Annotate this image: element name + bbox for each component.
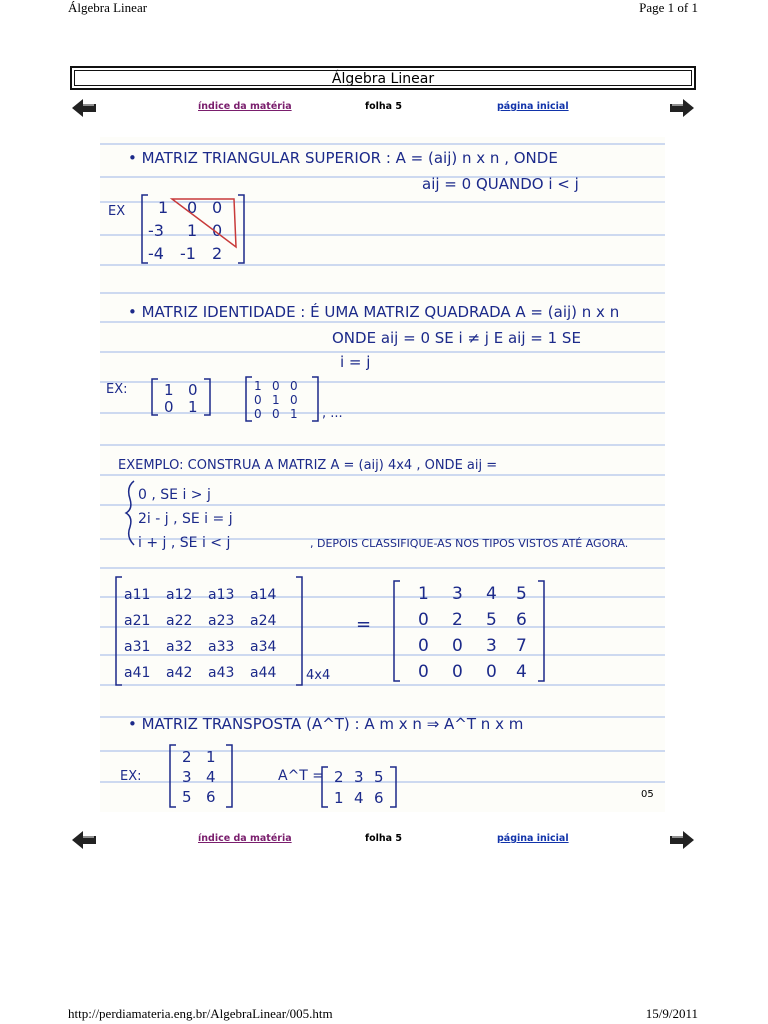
- svg-text:a31: a31: [124, 639, 151, 655]
- svg-text:6: 6: [516, 610, 527, 630]
- svg-text:0: 0: [290, 379, 298, 393]
- svg-text:0: 0: [486, 662, 497, 682]
- svg-text:2: 2: [182, 748, 192, 766]
- svg-text:3: 3: [182, 768, 192, 786]
- matrix-transpose-result: [322, 767, 396, 807]
- example-label-1: EX: [108, 204, 126, 219]
- section-transposta-title: • MATRIZ TRANSPOSTA (A^T) : A m x n ⇒ A^T n x m: [128, 715, 524, 733]
- case-1: 0 , SE i > j: [138, 487, 211, 503]
- svg-text:1: 1: [254, 379, 262, 393]
- svg-text:3: 3: [486, 636, 497, 656]
- matrix-transpose-source: [170, 745, 232, 807]
- handwritten-notes-image: [100, 137, 665, 812]
- case-2: 2i - j , SE i = j: [138, 511, 233, 527]
- svg-text:-3: -3: [148, 221, 164, 240]
- svg-text:4: 4: [516, 662, 527, 682]
- svg-text:4: 4: [206, 768, 216, 786]
- matrix-identity-2x2: [152, 379, 210, 416]
- svg-text:-4: -4: [148, 244, 164, 263]
- matrix-result-4x4: [394, 581, 544, 682]
- svg-text:1: 1: [188, 398, 198, 416]
- svg-text:5: 5: [182, 788, 192, 806]
- svg-text:a22: a22: [166, 613, 193, 629]
- svg-text:3: 3: [452, 584, 463, 604]
- svg-text:2: 2: [452, 610, 463, 630]
- notes-canvas: [100, 137, 665, 812]
- pagina-inicial-link[interactable]: página inicial: [497, 101, 569, 112]
- print-header-title: Álgebra Linear: [68, 0, 148, 15]
- matrix-generic-4x4: [116, 577, 302, 685]
- svg-text:0: 0: [254, 407, 262, 421]
- red-triangle-mark: [172, 199, 236, 247]
- svg-text:0: 0: [188, 381, 198, 399]
- svg-text:-1: -1: [180, 244, 196, 263]
- pagina-inicial-link[interactable]: página inicial: [497, 833, 569, 844]
- indice-link[interactable]: índice da matéria: [198, 101, 292, 112]
- example-label-3: EX:: [120, 769, 142, 784]
- print-footer-date: 15/9/2011: [645, 1006, 698, 1021]
- nav-bar-bottom: [70, 829, 696, 851]
- svg-text:6: 6: [374, 789, 384, 807]
- svg-text:0: 0: [418, 610, 429, 630]
- cases-brace: [126, 481, 134, 545]
- folha-label: folha 5: [365, 101, 403, 112]
- svg-text:0: 0: [272, 407, 280, 421]
- section-triangular-title: • MATRIZ TRIANGULAR SUPERIOR : A = (aij) n x n , ONDE: [128, 149, 558, 167]
- generic-size-label: 4x4: [306, 668, 331, 683]
- svg-text:0: 0: [212, 198, 223, 217]
- transpose-label: A^T =: [278, 768, 325, 784]
- back-arrow-icon[interactable]: [70, 97, 98, 119]
- svg-text:a13: a13: [208, 587, 235, 603]
- svg-text:a32: a32: [166, 639, 193, 655]
- svg-text:1: 1: [187, 221, 198, 240]
- document-title-box: [70, 66, 696, 90]
- matrix-triangular: [142, 195, 244, 263]
- print-header-page: Page 1 of 1: [639, 0, 698, 15]
- svg-text:a23: a23: [208, 613, 235, 629]
- case-3: i + j , SE i < j: [138, 535, 231, 551]
- svg-text:a41: a41: [124, 665, 151, 681]
- example-construction-title: EXEMPLO: CONSTRUA A MATRIZ A = (aij) 4x4 , ONDE aij =: [118, 458, 498, 473]
- svg-text:0: 0: [272, 379, 280, 393]
- print-footer-url: http://perdiamateria.eng.br/AlgebraLinear/005.htm: [68, 1006, 333, 1021]
- svg-text:a12: a12: [166, 587, 193, 603]
- svg-text:0: 0: [164, 398, 174, 416]
- section-triangular-condition: aij = 0 QUANDO i < j: [422, 175, 579, 193]
- svg-text:4: 4: [354, 789, 364, 807]
- svg-text:a42: a42: [166, 665, 193, 681]
- forward-arrow-icon[interactable]: [668, 829, 696, 851]
- svg-text:a14: a14: [250, 587, 277, 603]
- svg-text:0: 0: [418, 636, 429, 656]
- equals-sign: =: [356, 614, 372, 635]
- svg-text:1: 1: [272, 393, 280, 407]
- notes-page-number: 05: [641, 789, 654, 800]
- svg-text:0: 0: [452, 662, 463, 682]
- svg-text:0: 0: [452, 636, 463, 656]
- section-identidade-condition: ONDE aij = 0 SE i ≠ j E aij = 1 SE: [332, 329, 581, 347]
- section-identidade-condition-2: i = j: [340, 353, 371, 371]
- svg-text:0: 0: [254, 393, 262, 407]
- svg-text:1: 1: [334, 789, 344, 807]
- svg-text:a21: a21: [124, 613, 151, 629]
- svg-text:2: 2: [334, 768, 344, 786]
- svg-text:1: 1: [418, 584, 429, 604]
- document-title: Álgebra Linear: [331, 71, 435, 87]
- identity-ellipsis: , ...: [322, 406, 343, 421]
- svg-text:0: 0: [212, 221, 223, 240]
- svg-text:3: 3: [354, 768, 364, 786]
- svg-text:7: 7: [516, 636, 527, 656]
- indice-link[interactable]: índice da matéria: [198, 833, 292, 844]
- nav-bar-top: [70, 97, 696, 119]
- svg-text:0: 0: [290, 393, 298, 407]
- svg-text:a34: a34: [250, 639, 277, 655]
- section-identidade-title: • MATRIZ IDENTIDADE : É UMA MATRIZ QUADRADA A = (aij) n x n: [128, 303, 620, 321]
- svg-text:1: 1: [158, 198, 169, 217]
- svg-text:5: 5: [374, 768, 384, 786]
- example-construction-tail: , DEPOIS CLASSIFIQUE-AS NOS TIPOS VISTOS ATÉ AGORA.: [310, 537, 629, 550]
- svg-text:0: 0: [418, 662, 429, 682]
- svg-text:6: 6: [206, 788, 216, 806]
- forward-arrow-icon[interactable]: [668, 97, 696, 119]
- matrix-identity-3x3: [246, 377, 318, 421]
- svg-text:5: 5: [486, 610, 497, 630]
- svg-text:a24: a24: [250, 613, 277, 629]
- svg-text:4: 4: [486, 584, 497, 604]
- svg-text:1: 1: [164, 381, 174, 399]
- folha-label: folha 5: [365, 833, 403, 844]
- svg-text:1: 1: [206, 748, 216, 766]
- example-label-2: EX:: [106, 382, 128, 397]
- svg-text:0: 0: [187, 198, 198, 217]
- back-arrow-icon[interactable]: [70, 829, 98, 851]
- svg-text:2: 2: [212, 244, 223, 263]
- svg-text:a33: a33: [208, 639, 235, 655]
- svg-text:a44: a44: [250, 665, 277, 681]
- svg-text:5: 5: [516, 584, 527, 604]
- svg-text:a43: a43: [208, 665, 235, 681]
- svg-text:a11: a11: [124, 587, 151, 603]
- svg-text:1: 1: [290, 407, 298, 421]
